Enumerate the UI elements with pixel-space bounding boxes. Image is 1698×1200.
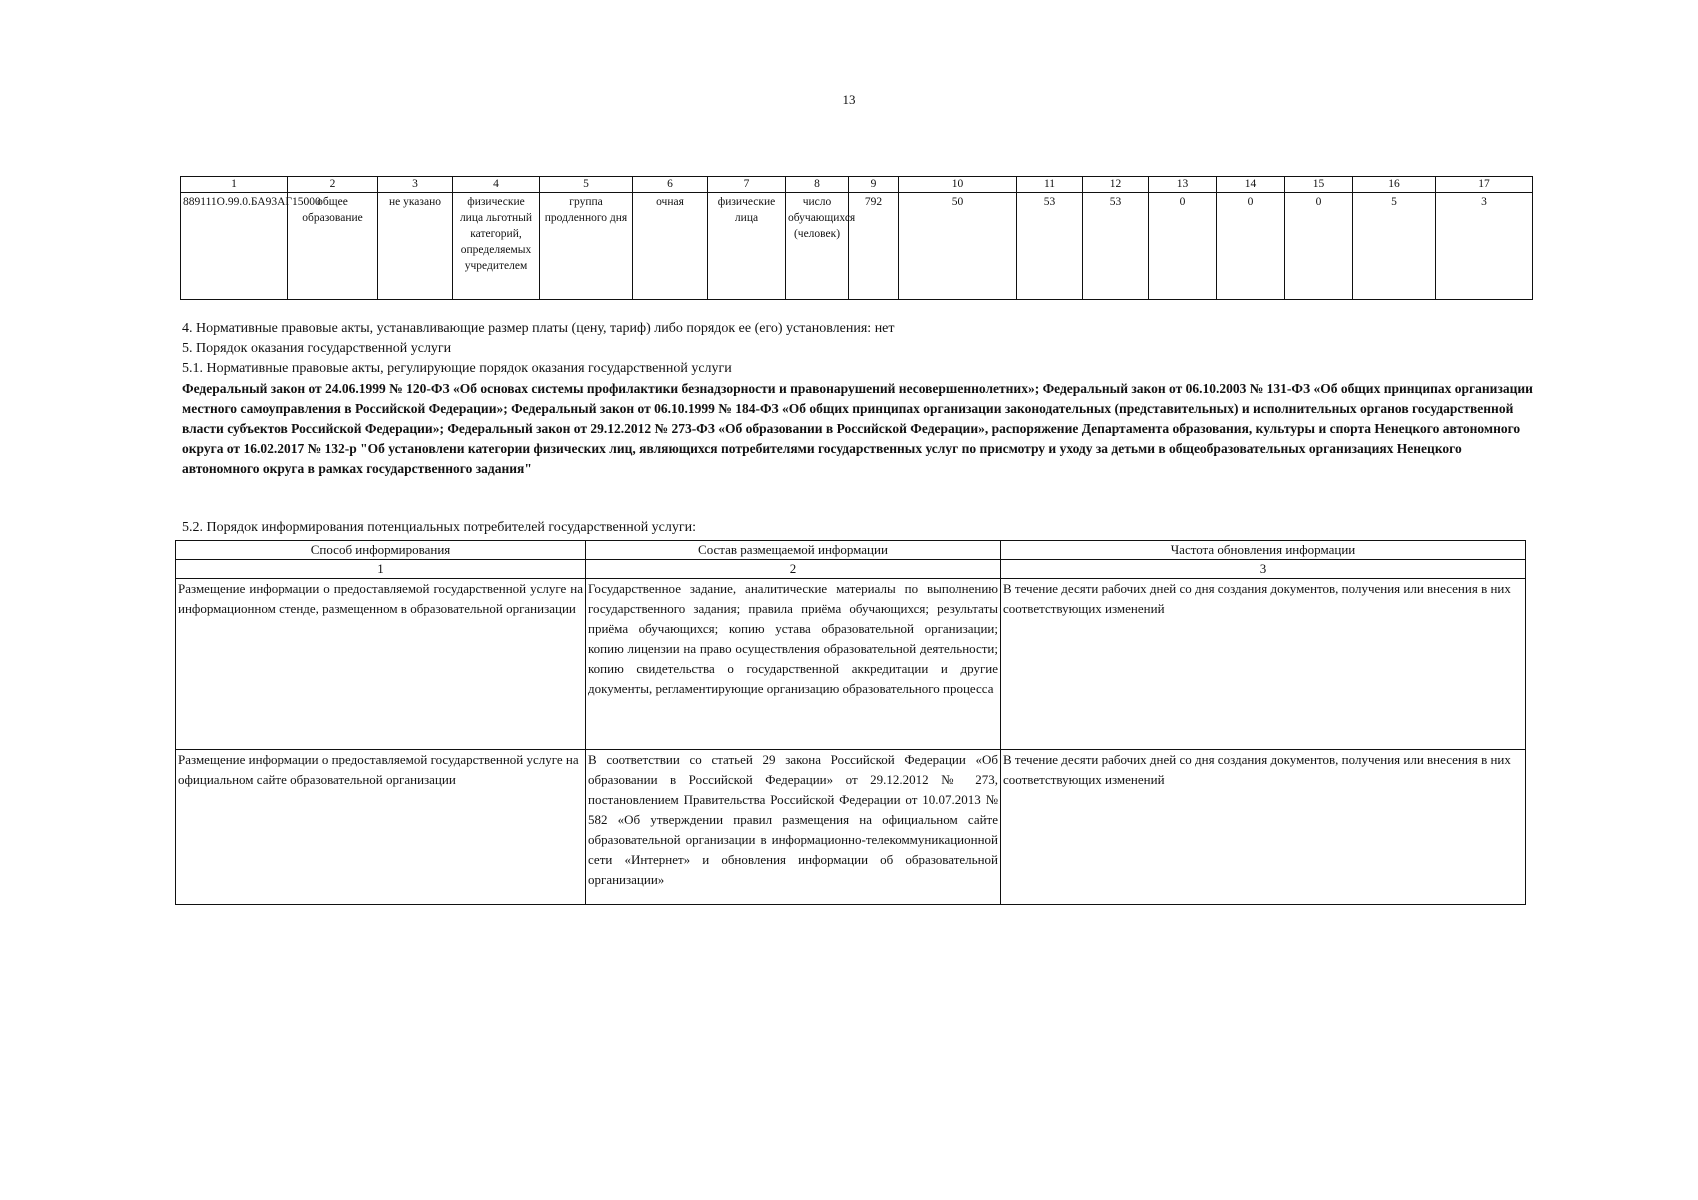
section-4: 4. Нормативные правовые акты, устанавливающие размер платы (цену, тариф) либо порядок ее (его) установления: нет [182,321,895,336]
frequency-cell: В течение десяти рабочих дней со дня создания документов, получения или внесения в них соответствующих изменений [1001,750,1526,905]
method-cell: Размещение информации о предоставляемой государственной услуге на информационном стенде, размещенном в образовательной организации [176,579,586,750]
header-cell: 13 [1149,177,1217,193]
informing-number-row [176,560,1526,579]
section-5-2: 5.2. Порядок информирования потенциальных потребителей государственной услуги: [182,520,697,535]
header-cell: 11 [1017,177,1083,193]
table-row [181,193,1533,300]
header-cell: 3 [378,177,453,193]
header-cell: 14 [1217,177,1285,193]
column-number-cell: 1 [176,560,586,579]
value-cell: 0 [1217,193,1285,300]
column-number-cell: 3 [1001,560,1526,579]
deviation-cell: 3 [1436,193,1533,300]
content-cell: общее образование [288,193,378,300]
value-cell: 0 [1149,193,1217,300]
header-cell: Состав размещаемой информации [586,541,1001,560]
content-cell: не указано [378,193,453,300]
value-cell: 53 [1083,193,1149,300]
legal-acts-text: Федеральный закон от 24.06.1999 № 120-ФЗ «Об основах системы профилактики безнадзорности и правонарушений несовершеннолетних»; Федеральный закон от 06.10.2003 № 131-ФЗ «Об общих принципах организации местного самоуправления в Российской Федерации»; Федеральный закон от 06.10.1999 № 184-ФЗ «Об общих принципах организации законодательных (представительных) и исполнительных органов государственной власти субъектов Российской Федерации»; Федеральный закон от 29.12.2012 № 273-ФЗ «Об образовании в Российской Федерации», распоряжение Департамента образования, культуры и спорта Ненецкого автономного округа от 16.02.2017 № 132-р "Об установлени категории физических лиц, являющихся потребителями государственных услуг по присмотру и уходу за детьми в общеобразовательных организациях Ненецкого автономного округа в рамках государственного задания" [182,381,1533,476]
column-number-cell: 2 [586,560,1001,579]
value-cell: 0 [1285,193,1353,300]
header-cell: 7 [708,177,786,193]
value-cell: 50 [899,193,1017,300]
section-5: 5. Порядок оказания государственной услуги [182,341,452,356]
header-cell: 12 [1083,177,1149,193]
informing-table [175,540,1526,905]
consumer-category-cell: физические лица льготный категорий, определяемых учредителем [453,193,540,300]
header-cell: 2 [288,177,378,193]
method-cell: Размещение информации о предоставляемой государственной услуге на официальном сайте образовательной организации [176,750,586,905]
section-5-1: 5.1. Нормативные правовые акты, регулирующие порядок оказания государственной услуги [182,361,732,376]
value-cell: 53 [1017,193,1083,300]
header-cell: 15 [1285,177,1353,193]
header-cell: 1 [181,177,288,193]
deviation-cell: 5 [1353,193,1436,300]
registry-code-cell: 889111О.99.0.БА93АГ15000 [181,193,288,300]
header-cell: 17 [1436,177,1533,193]
header-cell: 5 [540,177,633,193]
content-cell: группа продленного дня [540,193,633,300]
content-cell: Государственное задание, аналитические материалы по выполнению государственного задания; правила приёма обучающихся; результаты приёма обучающихся; копию устава образовательной организации; копию лицензии на право осуществления образовательной деятельности; копию свидетельства о государственной аккредитации и другие документы, регламентирующие организацию образовательного процесса [586,579,1001,750]
header-cell: 4 [453,177,540,193]
indicators-header-row [181,177,1533,193]
page-number: 13 [842,92,856,107]
content-cell: В соответствии со статьей 29 закона Российской Федерации «Об образовании в Российской Федерации» от 29.12.2012 № 273, постановлением Правительства Российской Федерации от 10.07.2013 № 582 «Об утверждении правил размещения на официальном сайте образовательной организации в информационно-телекоммуникационной сети «Интернет» и обновления информации об образовательной организации» [586,750,1001,905]
header-cell: 9 [849,177,899,193]
header-cell: 6 [633,177,708,193]
header-cell: 10 [899,177,1017,193]
header-cell: 8 [786,177,849,193]
indicators-table [180,176,1533,300]
form-cell: очная [633,193,708,300]
table-row [176,750,1526,905]
header-cell: 16 [1353,177,1436,193]
okei-code-cell: 792 [849,193,899,300]
informing-header-row [176,541,1526,560]
header-cell: Частота обновления информации [1001,541,1526,560]
indicator-name-cell: физические лица [708,193,786,300]
table-row [176,579,1526,750]
header-cell: Способ информирования [176,541,586,560]
frequency-cell: В течение десяти рабочих дней со дня создания документов, получения или внесения в них соответствующих изменений [1001,579,1526,750]
unit-cell: число обучающихся (человек) [786,193,849,300]
